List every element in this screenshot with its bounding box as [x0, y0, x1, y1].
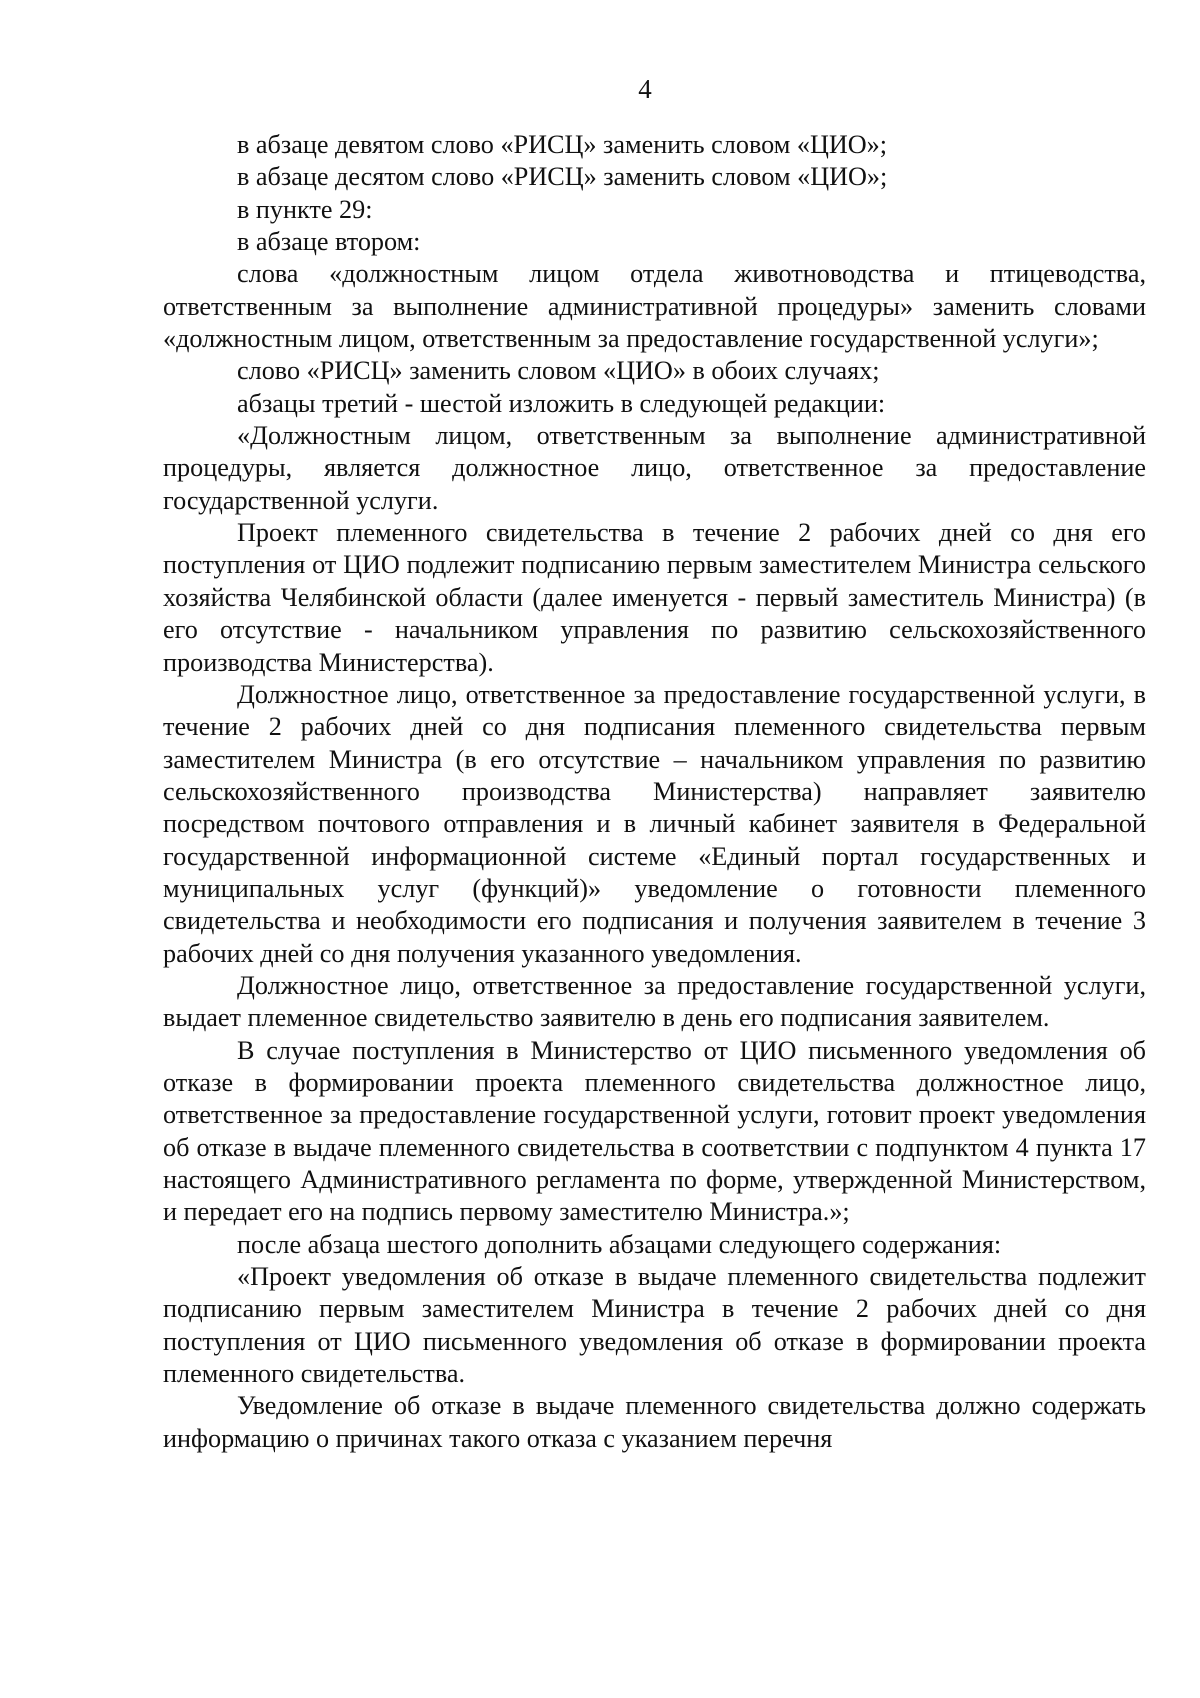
paragraph-11: Должностное лицо, ответственное за предоставление государственной услуги, выдает племенное свидетельство заявителю в день его подписания заявителем.	[163, 970, 1146, 1033]
paragraph-6: слово «РИСЦ» заменить словом «ЦИО» в обоих случаях;	[237, 356, 880, 386]
paragraph-9: Проект племенного свидетельства в течение 2 рабочих дней со дня его поступления от ЦИО подлежит подписанию первым заместителем Министра сельского хозяйства Челябинской области (далее именуется - первый заместитель Министра) (в его отсутствие - начальником управления по развитию сельскохозяйственного производства Министерства).	[163, 518, 1146, 677]
paragraph-4: в абзаце втором:	[237, 227, 421, 257]
paragraph-5: слова «должностным лицом отдела животноводства и птицеводства, ответственным за выполнение административной процедуры» заменить словами «должностным лицом, ответственным за предоставление государственной услуги»;	[163, 259, 1146, 354]
paragraph-3: в пункте 29:	[237, 194, 373, 224]
document-body	[163, 129, 1146, 1455]
page-number: 4	[638, 74, 652, 104]
paragraph-10: Должностное лицо, ответственное за предоставление государственной услуги, в течение 2 рабочих дней со дня подписания племенного свидетельства первым заместителем Министра (в его отсутствие – начальником управления по развитию сельскохозяйственного производства Министерства) направляет заявителю посредством почтового отправления и в личный кабинет заявителя в Федеральной государственной информационной системе «Единый портал государственных и муниципальных услуг (функций)» уведомление о готовности племенного свидетельства и необходимости его подписания и получения заявителем в течение 3 рабочих дней со дня получения указанного уведомления.	[163, 679, 1146, 968]
paragraph-12: В случае поступления в Министерство от ЦИО письменного уведомления об отказе в формировании проекта племенного свидетельства должностное лицо, ответственное за предоставление государственной услуги, готовит проект уведомления об отказе в выдаче племенного свидетельства в соответствии с подпунктом 4 пункта 17 настоящего Административного регламента по форме, утвержденной Министерством, и передает его на подпись первому заместителю Министра.»;	[163, 1035, 1146, 1227]
paragraph-7: абзацы третий - шестой изложить в следующей редакции:	[237, 388, 886, 418]
paragraph-1: в абзаце девятом слово «РИСЦ» заменить словом «ЦИО»;	[237, 130, 888, 159]
paragraph-8: «Должностным лицом, ответственным за выполнение административной процедуры, является должностное лицо, ответственное за предоставление государственной услуги.	[163, 421, 1146, 515]
paragraph-15: Уведомление об отказе в выдаче племенного свидетельства должно содержать информацию о причинах такого отказа с указанием перечня	[163, 1391, 1146, 1453]
paragraph-14: «Проект уведомления об отказе в выдаче племенного свидетельства подлежит подписанию первым заместителем Министра в течение 2 рабочих дней со дня поступления от ЦИО письменного уведомления об отказе в формировании проекта племенного свидетельства.	[163, 1262, 1146, 1389]
paragraph-13: после абзаца шестого дополнить абзацами следующего содержания:	[237, 1229, 1002, 1259]
paragraph-2: в абзаце десятом слово «РИСЦ» заменить словом «ЦИО»;	[237, 162, 888, 192]
